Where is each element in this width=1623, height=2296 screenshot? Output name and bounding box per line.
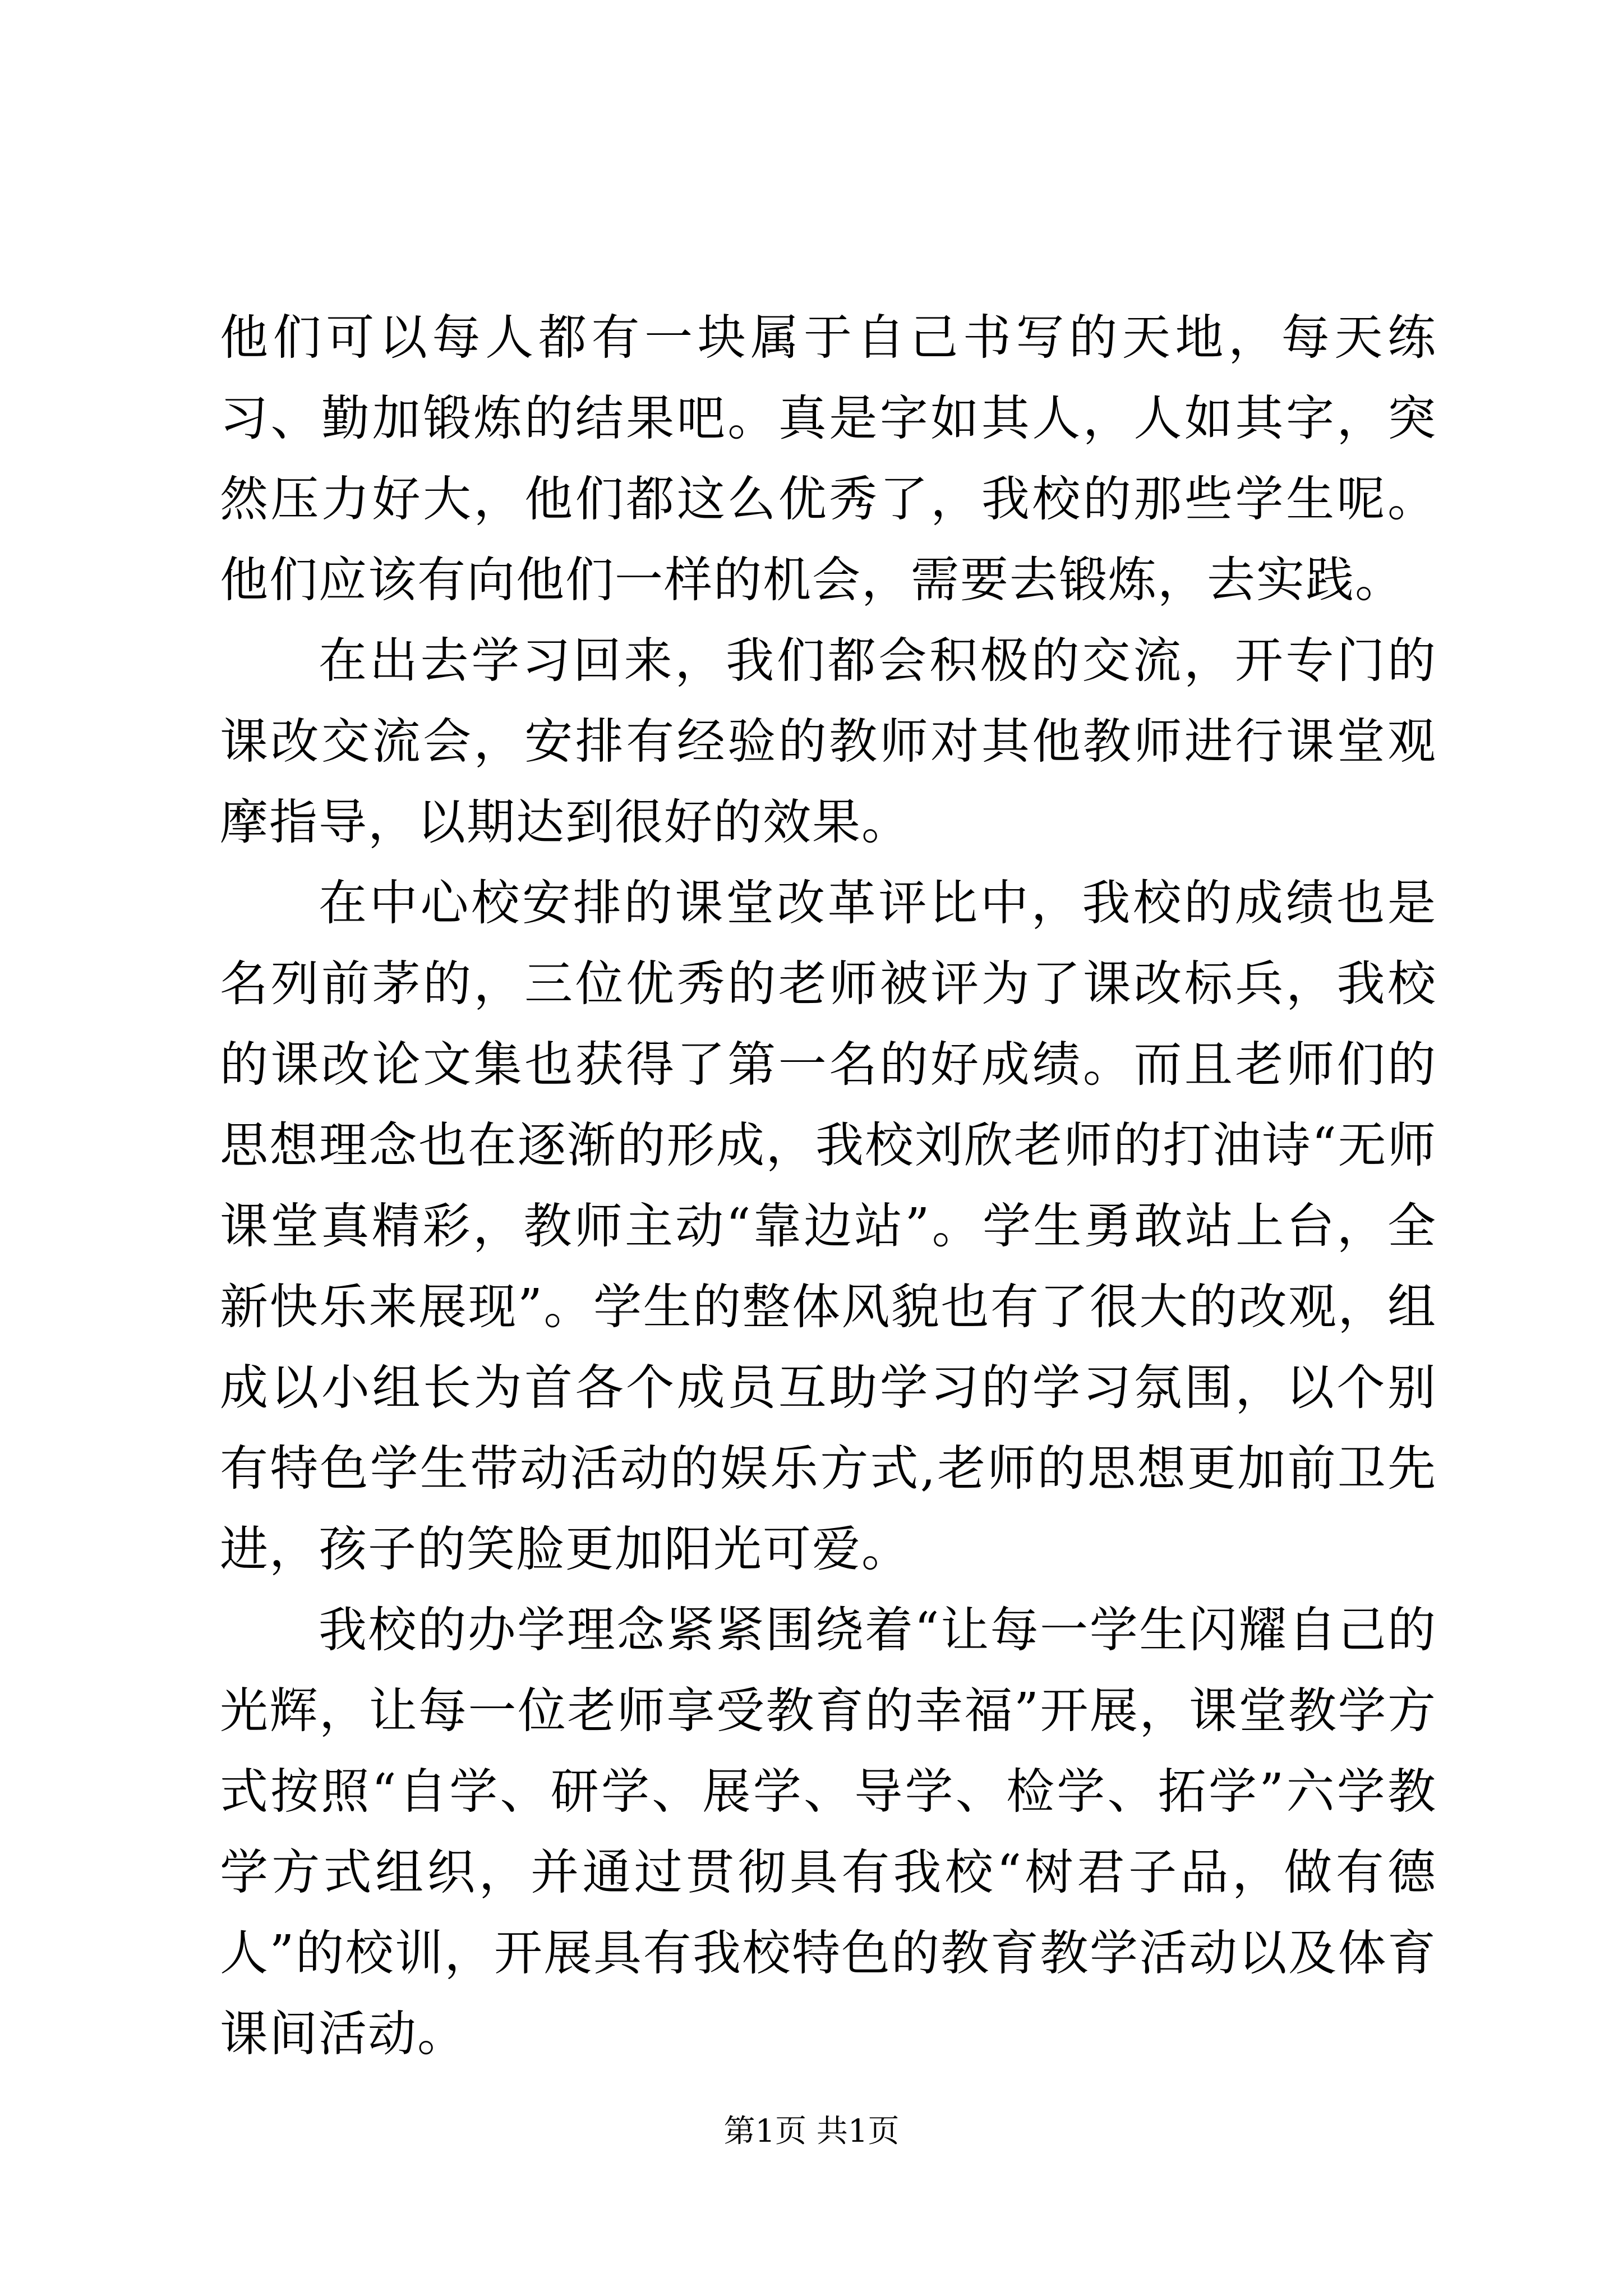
paragraph-1: 他们可以每人都有一块属于自己书写的天地，每天练习、勤加锻炼的结果吧。真是字如其人，人如其字，突然压力好大，他们都这么优秀了，我校的那些学生呢。他们应该有向他们一样的机会，需要去锻炼，去实践。 bbox=[220, 310, 1437, 608]
paragraph-3: 在中心校安排的课堂改革评比中，我校的成绩也是名列前茅的，三位优秀的老师被评为了课改标兵，我校的课改论文集也获得了第一名的好成绩。而且老师们的思想理念也在逐渐的形成，我校刘欣老师的打油诗“无师课堂真精彩，教师主动“靠边站”。学生勇敢站上台，全新快乐来展现”。学生的整体风貌也有了很大的改观，组成以小组长为首各个成员互助学习的学习氛围，以个别有特色学生带动活动的娱乐方式,老师的思想更加前卫先进，孩子的笑脸更加阳光可爱。 bbox=[220, 875, 1437, 1577]
paragraph-2: 在出去学习回来，我们都会积极的交流，开专门的课改交流会，安排有经验的教师对其他教师进行课堂观摩指导，以期达到很好的效果。 bbox=[220, 633, 1437, 850]
page-footer: 第1页 共1页 bbox=[723, 2113, 900, 2150]
paragraph-4: 我校的办学理念紧紧围绕着“让每一学生闪耀自己的光辉，让每一位老师享受教育的幸福”开展，课堂教学方式按照“自学、研学、展学、导学、检学、拓学”六学教学方式组织，并通过贯彻具有我校“树君子品，做有德人”的校训，开展具有我校特色的教育教学活动以及体育课间活动。 bbox=[220, 1602, 1437, 2062]
document-body bbox=[220, 297, 1437, 2074]
